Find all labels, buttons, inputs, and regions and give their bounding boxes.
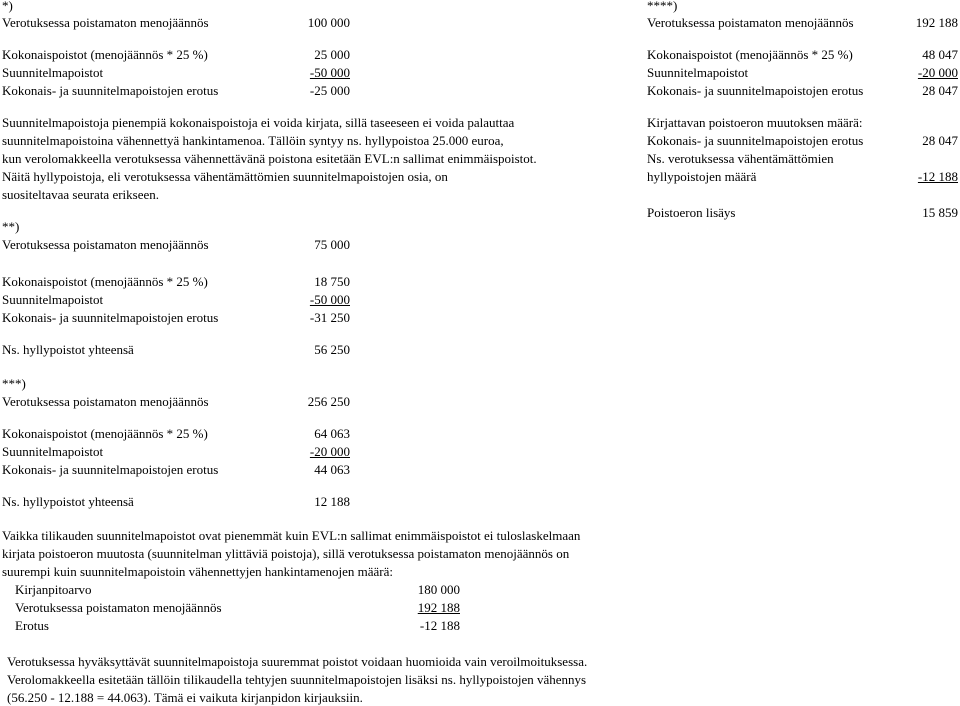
row-value: 256 250: [307, 394, 350, 409]
row-value: -50 000: [309, 292, 350, 307]
row-value: -20 000: [917, 65, 958, 80]
row-value: 100 000: [307, 15, 350, 30]
total-label: Poistoeron lisäys: [647, 205, 736, 220]
row-label: Ns. hyllypoistot yhteensä: [2, 494, 134, 509]
paragraph-line: Vaikka tilikauden suunnitelmapoistot ovat pienemmät kuin EVL:n sallimat enimmäispoistot ei tuloslaskelmaan: [2, 528, 581, 543]
row-label: Kokonais- ja suunnitelmapoistojen erotus: [647, 133, 864, 148]
footer-line: Verotuksessa hyväksyttävät suunnitelmapoistoja suuremmat poistot voidaan huomioida vain veroilmoituksessa.: [7, 654, 588, 669]
row-label: Verotuksessa poistamaton menojäännös: [2, 394, 209, 409]
row-label: Suunnitelmapoistot: [2, 292, 104, 307]
row-label: Suunnitelmapoistot: [2, 444, 104, 459]
row-label: Suunnitelmapoistot: [647, 65, 749, 80]
row-value: 18 750: [314, 274, 350, 289]
row-value: -50 000: [309, 65, 350, 80]
row-value: 44 063: [314, 462, 350, 477]
footnote-marker-2: **): [2, 219, 20, 234]
row-value: 56 250: [314, 342, 350, 357]
paragraph-line: Suunnitelmapoistoja pienempiä kokonaispoistoja ei voida kirjata, sillä taseeseen ei voida palauttaa: [2, 115, 515, 130]
paragraph-line: kirjata poistoeron muutosta (suunnitelman ylittäviä poistoja), sillä verotuksessa poistamaton menojäännös on: [2, 546, 570, 561]
paragraph-line: kun verolomakkeella verotuksessa vähennettävänä poistona esitetään EVL:n sallimat enimmäispoistot.: [2, 151, 537, 166]
row-value: 64 063: [314, 426, 350, 441]
row-label: Kokonais- ja suunnitelmapoistojen erotus: [2, 83, 219, 98]
footnote-marker-4: ****): [647, 0, 678, 13]
row-label: hyllypoistojen määrä: [647, 169, 757, 184]
paragraph-line: suositeltavaa seurata erikseen.: [2, 187, 160, 202]
calc-value: -12 188: [419, 618, 460, 633]
row-label: Kokonais- ja suunnitelmapoistojen erotus: [2, 462, 219, 477]
row-value: -20 000: [309, 444, 350, 459]
calc-value: 180 000: [417, 582, 460, 597]
footer-line: (56.250 - 12.188 = 44.063). Tämä ei vaikuta kirjanpidon kirjauksiin.: [7, 690, 363, 705]
row-value: 75 000: [314, 237, 350, 252]
row-value: 28 047: [922, 133, 958, 148]
calc-label: Erotus: [15, 618, 49, 633]
row-label: Kokonais- ja suunnitelmapoistojen erotus: [647, 83, 864, 98]
row-value: -31 250: [309, 310, 350, 325]
row-value: 25 000: [314, 47, 350, 62]
footnote-marker-3: ***): [2, 376, 26, 391]
calc-label: Kirjanpitoarvo: [15, 582, 92, 597]
paragraph-line: suunnitelmapoistoina vähennettyä hankintamenoa. Tällöin syntyy ns. hyllypoistoa 25.000 euroa,: [2, 133, 504, 148]
total-value: 15 859: [922, 205, 958, 220]
row-label: Kokonaispoistot (menojäännös * 25 %): [647, 47, 853, 62]
paragraph-line: suurempi kuin suunnitelmapoistoin vähennettyjen hankintamenojen määrä:: [2, 564, 393, 579]
row-value: 48 047: [922, 47, 958, 62]
calc-label: Verotuksessa poistamaton menojäännös: [15, 600, 222, 615]
row-value: 12 188: [314, 494, 350, 509]
paragraph-line: Näitä hyllypoistoja, eli verotuksessa vähentämättömien suunnitelmapoistojen osia, on: [2, 169, 448, 184]
row-value: 192 188: [915, 15, 958, 30]
row-label: Kokonaispoistot (menojäännös * 25 %): [2, 426, 208, 441]
row-label: Verotuksessa poistamaton menojäännös: [647, 15, 854, 30]
row-label: Kokonais- ja suunnitelmapoistojen erotus: [2, 310, 219, 325]
row-label: Verotuksessa poistamaton menojäännös: [2, 237, 209, 252]
row-label: Verotuksessa poistamaton menojäännös: [2, 15, 209, 30]
row-label: Ns. hyllypoistot yhteensä: [2, 342, 134, 357]
row-label: Kokonaispoistot (menojäännös * 25 %): [2, 47, 208, 62]
row-label: Kokonaispoistot (menojäännös * 25 %): [2, 274, 208, 289]
row-value: 28 047: [922, 83, 958, 98]
row-label: Suunnitelmapoistot: [2, 65, 104, 80]
calc-value: 192 188: [417, 600, 460, 615]
change-title: Kirjattavan poistoeron muutoksen määrä:: [647, 115, 863, 130]
row-value: -25 000: [309, 83, 350, 98]
row-value: -12 188: [917, 169, 958, 184]
footnote-marker-1: *): [2, 0, 13, 13]
row-label: Ns. verotuksessa vähentämättömien: [647, 151, 834, 166]
footer-line: Verolomakkeella esitetään tällöin tilikaudella tehtyjen suunnitelmapoistojen lisäksi ns. hyllypoistojen vähennys: [7, 672, 587, 687]
